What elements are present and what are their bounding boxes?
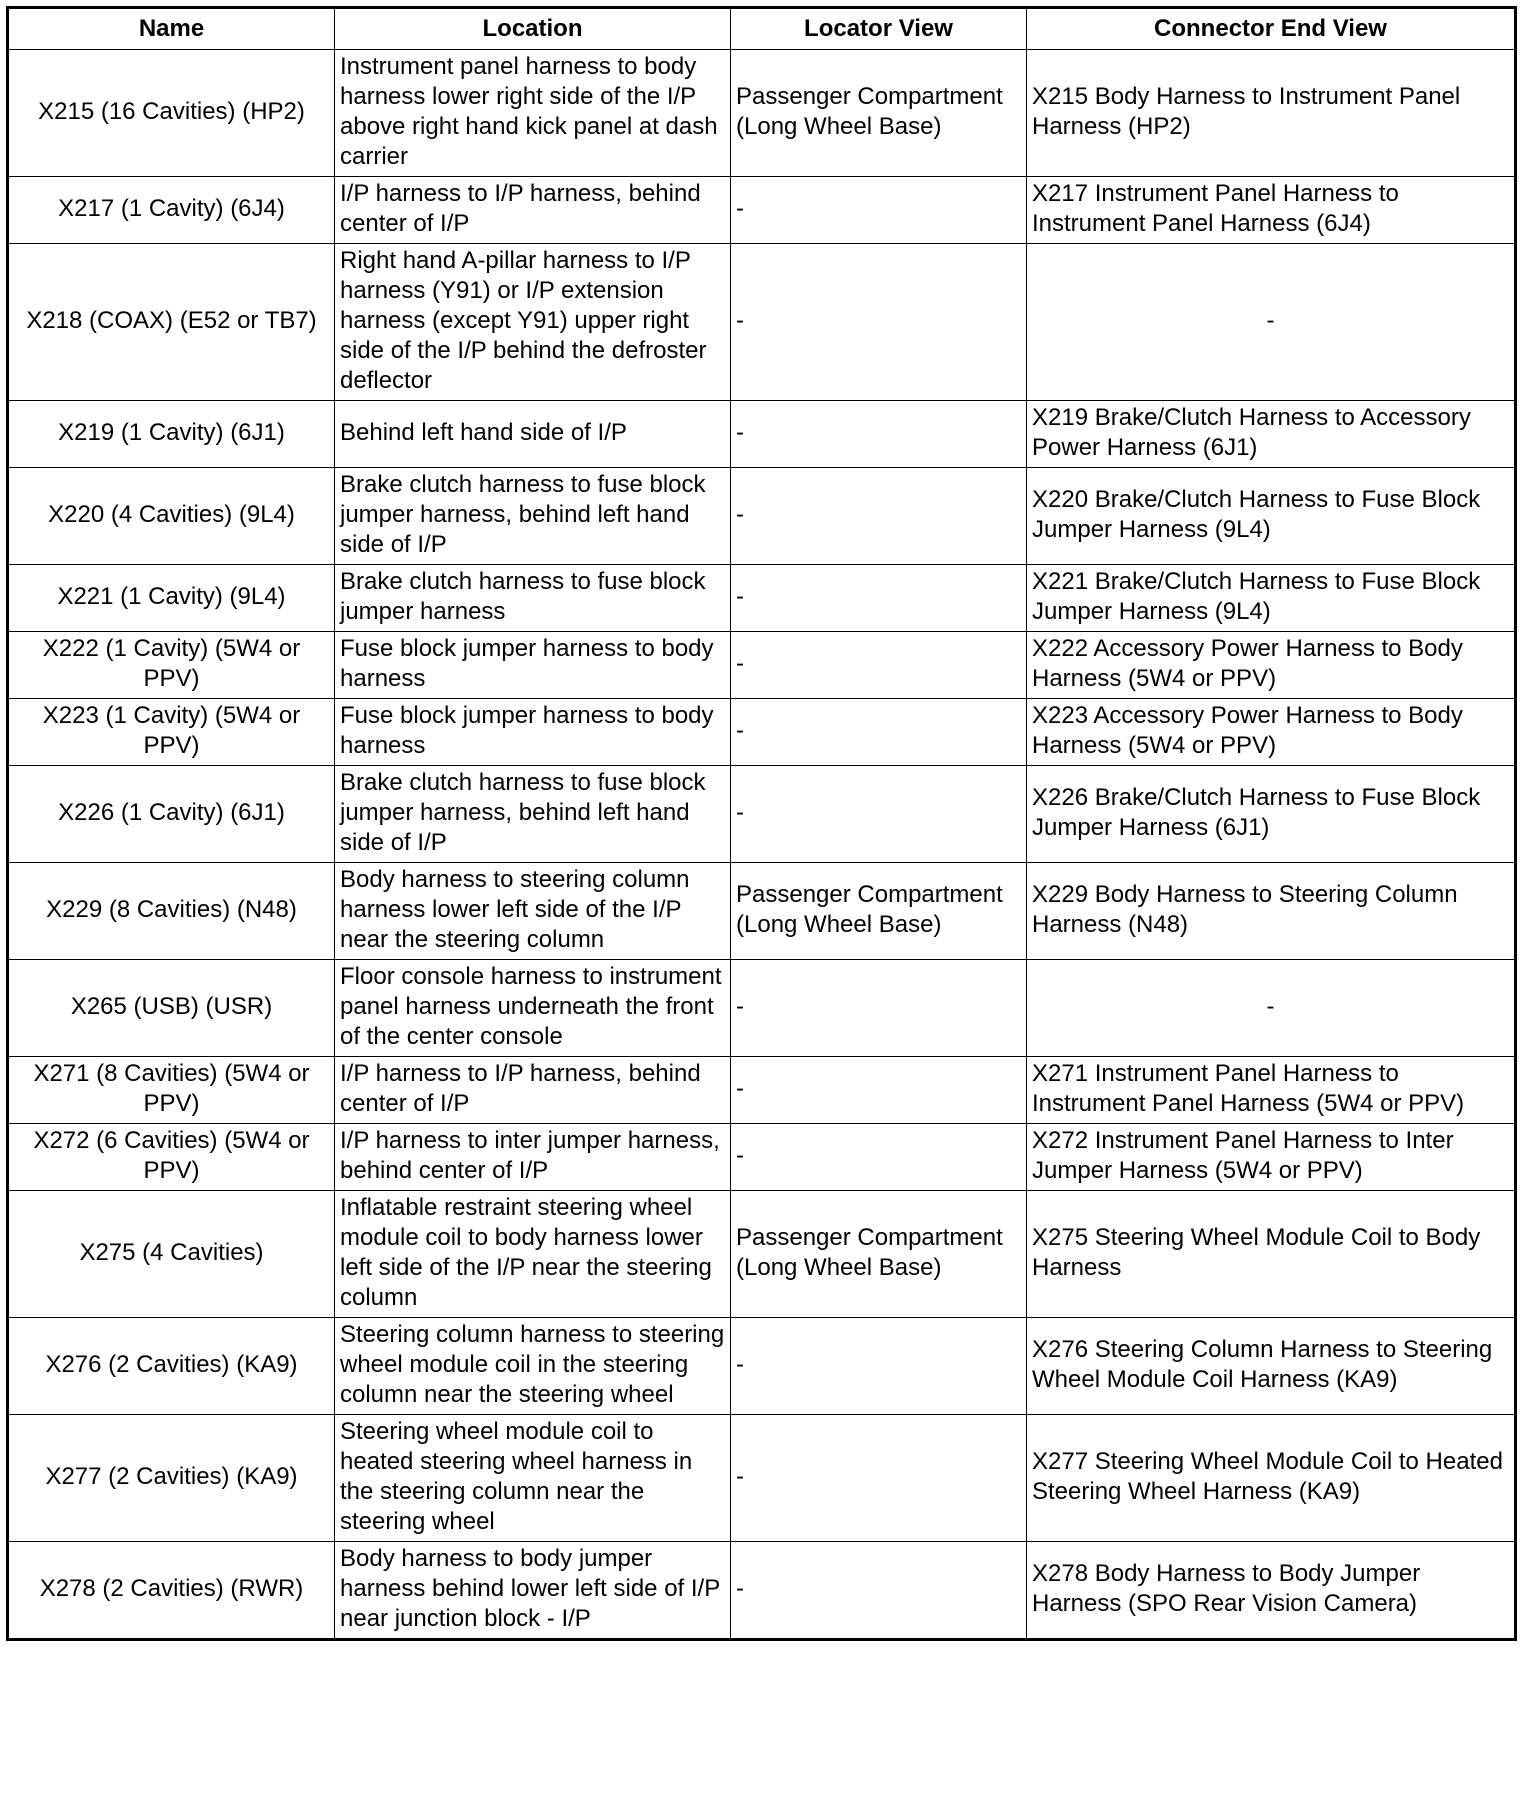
table-header — [8, 8, 1516, 50]
locator-view-cell: Passenger Compartment (Long Wheel Base) — [731, 50, 1027, 177]
connector-name-cell: X218 (COAX) (E52 or TB7) — [8, 244, 335, 401]
connector-name-cell: X223 (1 Cavity) (5W4 or PPV) — [8, 699, 335, 766]
location-cell: Inflatable restraint steering wheel module coil to body harness lower left side of the I/P near the steering column — [335, 1191, 731, 1318]
table-row — [8, 177, 1516, 244]
table-row — [8, 766, 1516, 863]
table-row — [8, 1124, 1516, 1191]
connector-end-view-cell: X229 Body Harness to Steering Column Harness (N48) — [1027, 863, 1516, 960]
location-cell: Brake clutch harness to fuse block jumper harness — [335, 565, 731, 632]
locator-view-cell: - — [731, 699, 1027, 766]
table-row — [8, 1057, 1516, 1124]
connector-end-view-cell: X223 Accessory Power Harness to Body Harness (5W4 or PPV) — [1027, 699, 1516, 766]
location-cell: Instrument panel harness to body harness lower right side of the I/P above right hand kick panel at dash carrier — [335, 50, 731, 177]
location-cell: Floor console harness to instrument panel harness underneath the front of the center console — [335, 960, 731, 1057]
location-cell: I/P harness to I/P harness, behind center of I/P — [335, 1057, 731, 1124]
location-cell: Fuse block jumper harness to body harness — [335, 632, 731, 699]
connector-end-view-cell: X220 Brake/Clutch Harness to Fuse Block Jumper Harness (9L4) — [1027, 468, 1516, 565]
location-cell: I/P harness to inter jumper harness, behind center of I/P — [335, 1124, 731, 1191]
table-body — [8, 50, 1516, 1640]
locator-view-cell: - — [731, 1318, 1027, 1415]
connector-end-view-cell: X275 Steering Wheel Module Coil to Body Harness — [1027, 1191, 1516, 1318]
connector-table — [6, 6, 1517, 1641]
connector-end-view-cell: X276 Steering Column Harness to Steering Wheel Module Coil Harness (KA9) — [1027, 1318, 1516, 1415]
locator-view-cell: - — [731, 632, 1027, 699]
header-locator-view: Locator View — [731, 8, 1027, 50]
connector-end-view-cell: X226 Brake/Clutch Harness to Fuse Block Jumper Harness (6J1) — [1027, 766, 1516, 863]
locator-view-cell: - — [731, 244, 1027, 401]
location-cell: Body harness to body jumper harness behind lower left side of I/P near junction block - I/P — [335, 1542, 731, 1640]
locator-view-cell: - — [731, 1124, 1027, 1191]
location-cell: Brake clutch harness to fuse block jumper harness, behind left hand side of I/P — [335, 766, 731, 863]
locator-view-cell: - — [731, 1542, 1027, 1640]
location-cell: Steering column harness to steering wheel module coil in the steering column near the steering wheel — [335, 1318, 731, 1415]
locator-view-cell: - — [731, 1057, 1027, 1124]
locator-view-cell: - — [731, 177, 1027, 244]
header-row — [8, 8, 1516, 50]
connector-end-view-cell: X271 Instrument Panel Harness to Instrument Panel Harness (5W4 or PPV) — [1027, 1057, 1516, 1124]
table-row — [8, 863, 1516, 960]
connector-name-cell: X272 (6 Cavities) (5W4 or PPV) — [8, 1124, 335, 1191]
locator-view-cell: - — [731, 401, 1027, 468]
location-cell: I/P harness to I/P harness, behind center of I/P — [335, 177, 731, 244]
location-cell: Brake clutch harness to fuse block jumper harness, behind left hand side of I/P — [335, 468, 731, 565]
connector-name-cell: X276 (2 Cavities) (KA9) — [8, 1318, 335, 1415]
connector-name-cell: X229 (8 Cavities) (N48) — [8, 863, 335, 960]
table-row — [8, 401, 1516, 468]
connector-end-view-cell: X222 Accessory Power Harness to Body Harness (5W4 or PPV) — [1027, 632, 1516, 699]
location-cell: Behind left hand side of I/P — [335, 401, 731, 468]
locator-view-cell: Passenger Compartment (Long Wheel Base) — [731, 863, 1027, 960]
connector-name-cell: X277 (2 Cavities) (KA9) — [8, 1415, 335, 1542]
table-row — [8, 960, 1516, 1057]
connector-name-cell: X226 (1 Cavity) (6J1) — [8, 766, 335, 863]
connector-end-view-cell: X272 Instrument Panel Harness to Inter Jumper Harness (5W4 or PPV) — [1027, 1124, 1516, 1191]
locator-view-cell: - — [731, 468, 1027, 565]
table-row — [8, 50, 1516, 177]
connector-name-cell: X221 (1 Cavity) (9L4) — [8, 565, 335, 632]
connector-end-view-cell: - — [1027, 960, 1516, 1057]
table-row — [8, 1191, 1516, 1318]
table-row — [8, 468, 1516, 565]
location-cell: Steering wheel module coil to heated steering wheel harness in the steering column near the steering wheel — [335, 1415, 731, 1542]
header-name: Name — [8, 8, 335, 50]
connector-name-cell: X275 (4 Cavities) — [8, 1191, 335, 1318]
table-row — [8, 565, 1516, 632]
connector-name-cell: X220 (4 Cavities) (9L4) — [8, 468, 335, 565]
table-row — [8, 699, 1516, 766]
connector-name-cell: X215 (16 Cavities) (HP2) — [8, 50, 335, 177]
connector-end-view-cell: - — [1027, 244, 1516, 401]
locator-view-cell: - — [731, 960, 1027, 1057]
locator-view-cell: - — [731, 766, 1027, 863]
connector-name-cell: X278 (2 Cavities) (RWR) — [8, 1542, 335, 1640]
header-connector-end-view: Connector End View — [1027, 8, 1516, 50]
connector-name-cell: X271 (8 Cavities) (5W4 or PPV) — [8, 1057, 335, 1124]
header-location: Location — [335, 8, 731, 50]
connector-end-view-cell: X217 Instrument Panel Harness to Instrument Panel Harness (6J4) — [1027, 177, 1516, 244]
connector-name-cell: X219 (1 Cavity) (6J1) — [8, 401, 335, 468]
table-row — [8, 1415, 1516, 1542]
locator-view-cell: - — [731, 1415, 1027, 1542]
connector-name-cell: X265 (USB) (USR) — [8, 960, 335, 1057]
table-row — [8, 244, 1516, 401]
connector-end-view-cell: X221 Brake/Clutch Harness to Fuse Block Jumper Harness (9L4) — [1027, 565, 1516, 632]
connector-end-view-cell: X219 Brake/Clutch Harness to Accessory Power Harness (6J1) — [1027, 401, 1516, 468]
location-cell: Fuse block jumper harness to body harness — [335, 699, 731, 766]
location-cell: Right hand A-pillar harness to I/P harness (Y91) or I/P extension harness (except Y91) upper right side of the I/P behind the defroster deflector — [335, 244, 731, 401]
table-row — [8, 1542, 1516, 1640]
connector-table-container — [6, 6, 1514, 1641]
locator-view-cell: Passenger Compartment (Long Wheel Base) — [731, 1191, 1027, 1318]
locator-view-cell: - — [731, 565, 1027, 632]
connector-name-cell: X217 (1 Cavity) (6J4) — [8, 177, 335, 244]
table-row — [8, 1318, 1516, 1415]
table-row — [8, 632, 1516, 699]
connector-end-view-cell: X277 Steering Wheel Module Coil to Heated Steering Wheel Harness (KA9) — [1027, 1415, 1516, 1542]
location-cell: Body harness to steering column harness lower left side of the I/P near the steering column — [335, 863, 731, 960]
connector-name-cell: X222 (1 Cavity) (5W4 or PPV) — [8, 632, 335, 699]
connector-end-view-cell: X278 Body Harness to Body Jumper Harness (SPO Rear Vision Camera) — [1027, 1542, 1516, 1640]
connector-end-view-cell: X215 Body Harness to Instrument Panel Harness (HP2) — [1027, 50, 1516, 177]
